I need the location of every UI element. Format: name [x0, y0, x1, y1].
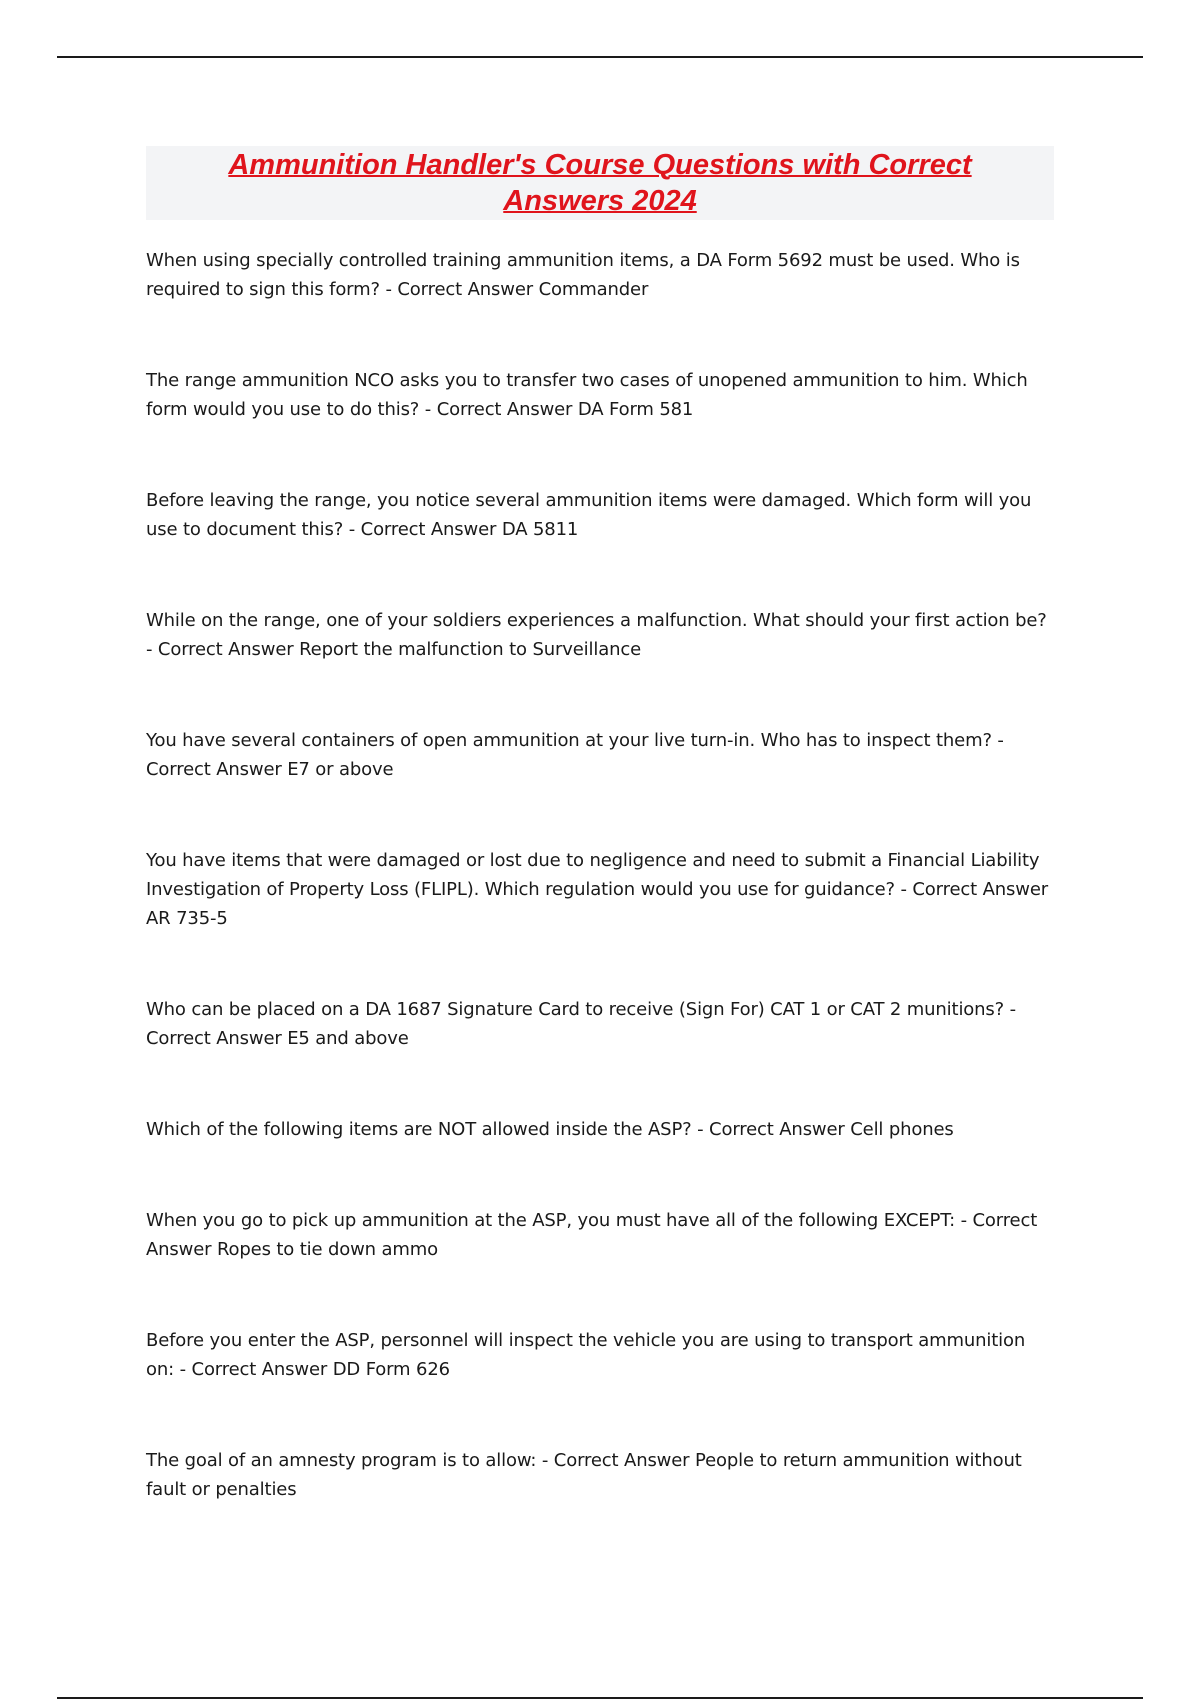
- qa-item: When using specially controlled training ammunition items, a DA Form 5692 must be used. Who is required to sign this form? - Correct Answer Commander: [146, 250, 1020, 300]
- bottom-rule: [57, 1697, 1143, 1699]
- qa-item: Before you enter the ASP, personnel will inspect the vehicle you are using to transport ammunition on: - Correct Answer DD Form 626: [146, 1330, 1026, 1380]
- top-rule: [57, 56, 1143, 58]
- qa-item: The range ammunition NCO asks you to transfer two cases of unopened ammunition to him. Which form would you use to do this? - Correct Answer DA Form 581: [146, 370, 1028, 420]
- qa-item: When you go to pick up ammunition at the ASP, you must have all of the following EXCEPT: - Correct Answer Ropes to tie down ammo: [146, 1210, 1038, 1260]
- document-title-box: [146, 146, 1054, 220]
- qa-item: Who can be placed on a DA 1687 Signature Card to receive (Sign For) CAT 1 or CAT 2 munitions? - Correct Answer E5 and above: [146, 999, 1016, 1049]
- question-answer-list: [146, 246, 1056, 1566]
- document-title-line-1: Ammunition Handler's Course Questions with Correct: [228, 149, 972, 181]
- document-title-line-2: Answers 2024: [503, 185, 697, 217]
- qa-item: Before leaving the range, you notice several ammunition items were damaged. Which form will you use to document this? - Correct Answer DA 5811: [146, 490, 1032, 540]
- qa-item: Which of the following items are NOT allowed inside the ASP? - Correct Answer Cell phones: [146, 1119, 954, 1140]
- qa-item: The goal of an amnesty program is to allow: - Correct Answer People to return ammunition without fault or penalties: [146, 1450, 1022, 1500]
- qa-item: You have several containers of open ammunition at your live turn-in. Who has to inspect them? - Correct Answer E7 or above: [146, 730, 1004, 780]
- qa-item: While on the range, one of your soldiers experiences a malfunction. What should your first action be? - Correct Answer Report the malfunction to Surveillance: [146, 610, 1047, 660]
- qa-item: You have items that were damaged or lost due to negligence and need to submit a Financial Liability Investigation of Property Loss (FLIPL). Which regulation would you use for guidance? - Correct Answer AR 735-5: [146, 850, 1049, 929]
